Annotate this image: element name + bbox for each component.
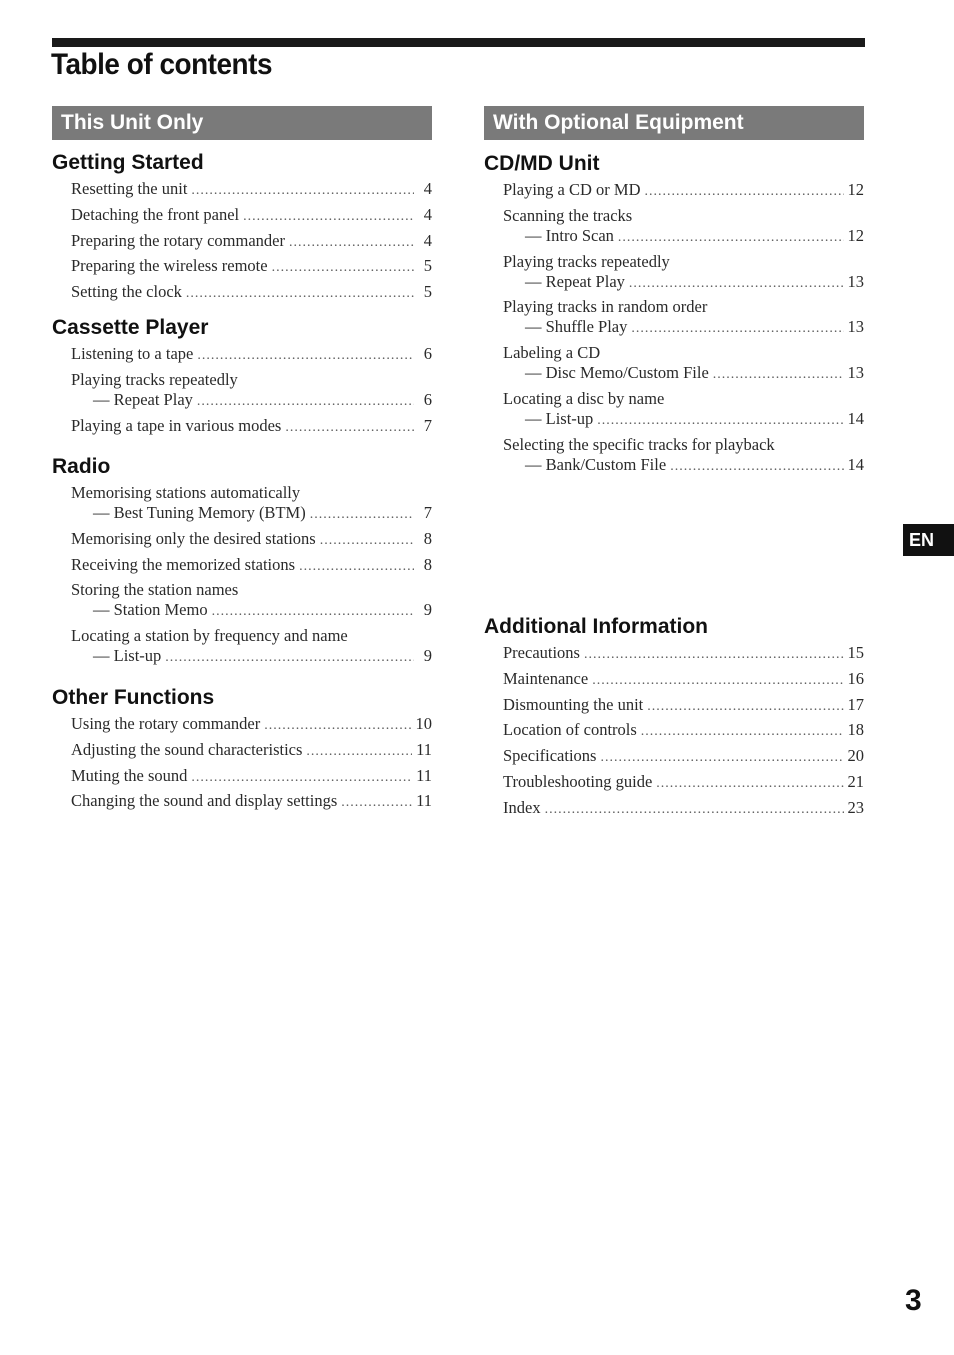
toc-entry[interactable]	[71, 256, 432, 278]
toc-entry[interactable]	[503, 669, 864, 691]
entry-title: Memorising only the desired stations	[71, 528, 316, 548]
dot-leader	[285, 418, 414, 438]
dot-leader	[191, 768, 412, 788]
toc-entry[interactable]	[503, 252, 864, 294]
toc-entry[interactable]	[71, 344, 432, 366]
toc-entry[interactable]	[503, 695, 864, 717]
dot-leader	[641, 722, 844, 742]
entry-title: Changing the sound and display settings	[71, 791, 338, 811]
entry-row	[71, 256, 432, 278]
entry-row	[71, 344, 432, 366]
dot-leader	[165, 648, 414, 668]
entry-title: Resetting the unit	[71, 179, 188, 198]
right-column	[484, 106, 864, 817]
dot-leader	[289, 233, 414, 253]
page-title: Table of contents	[51, 48, 272, 81]
entry-title: Index	[503, 797, 541, 817]
entry-title: — Bank/Custom File	[525, 454, 667, 474]
entry-title: Using the rotary commander	[71, 714, 261, 733]
entry-list	[52, 344, 432, 438]
entry-row	[503, 643, 864, 665]
page-ref: 9	[423, 646, 432, 666]
entry-list	[52, 714, 432, 813]
dot-leader	[186, 284, 414, 304]
toc-entry[interactable]	[71, 370, 432, 412]
entry-title: Adjusting the sound characteristics	[71, 739, 303, 759]
toc-group	[52, 150, 432, 308]
entry-list	[52, 179, 432, 304]
entry-row	[503, 746, 864, 768]
entry-title: Specifications	[503, 746, 597, 766]
page-ref: 23	[847, 797, 864, 817]
toc-entry[interactable]	[71, 282, 432, 304]
entry-title: Listening to a tape	[71, 344, 194, 363]
toc-entry[interactable]	[503, 772, 864, 794]
page-ref: 7	[423, 503, 432, 522]
dot-leader	[306, 742, 412, 762]
page-number: 3	[905, 1284, 922, 1317]
dot-leader	[212, 602, 414, 622]
entry-title: — Best Tuning Memory (BTM)	[93, 503, 306, 522]
entry-title-line: Playing tracks repeatedly	[71, 369, 238, 389]
toc-entry[interactable]	[503, 343, 864, 385]
entry-title-line: Storing the station names	[71, 580, 239, 600]
entry-row	[71, 205, 432, 227]
toc-group	[52, 685, 432, 817]
entry-row	[503, 272, 864, 294]
page-ref: 8	[423, 528, 432, 548]
page-ref: 13	[847, 317, 864, 337]
entry-title: Maintenance	[503, 668, 589, 688]
group-title: Getting Started	[52, 151, 204, 174]
entry-title-line: Locating a disc by name	[503, 388, 665, 408]
entry-row	[71, 714, 432, 736]
page-ref: 5	[423, 256, 432, 276]
entry-title: Playing a CD or MD	[503, 180, 641, 199]
toc-entry[interactable]	[503, 180, 864, 202]
page-ref: 6	[423, 344, 432, 363]
entry-row	[503, 720, 864, 742]
dot-leader	[656, 774, 843, 794]
group-title: Other Functions	[52, 686, 215, 709]
entry-row	[71, 503, 432, 525]
toc-entry[interactable]	[71, 740, 432, 762]
entry-row	[503, 317, 864, 339]
page-ref: 15	[847, 643, 864, 662]
entry-title-line: Locating a station by frequency and name	[71, 626, 348, 646]
page-ref: 14	[847, 454, 864, 474]
group-title: Cassette Player	[52, 316, 209, 339]
entry-row	[71, 766, 432, 788]
page-ref: 18	[847, 720, 864, 740]
page-ref: 11	[416, 765, 432, 785]
page-ref: 4	[423, 230, 432, 250]
entry-title: Setting the clock	[71, 282, 182, 302]
entry-title: — Disc Memo/Custom File	[525, 363, 709, 383]
entry-row	[503, 409, 864, 431]
dot-leader	[299, 557, 414, 577]
page-ref: 16	[847, 668, 864, 688]
toc-entry[interactable]	[71, 205, 432, 227]
page-ref: 11	[416, 739, 432, 759]
page-ref: 9	[423, 600, 432, 620]
entry-title: — Intro Scan	[525, 225, 614, 245]
page-ref: 11	[416, 791, 432, 811]
page-ref: 13	[847, 363, 864, 383]
dot-leader	[545, 800, 844, 820]
toc-entry[interactable]	[503, 798, 864, 820]
entry-row	[71, 179, 432, 201]
page-ref: 12	[847, 225, 864, 245]
toc-entry[interactable]	[71, 714, 432, 736]
dot-leader	[584, 645, 844, 665]
toc-entry[interactable]	[71, 483, 432, 525]
entry-title: Troubleshooting guide	[503, 771, 653, 791]
entry-row	[71, 791, 432, 813]
page-ref: 17	[847, 694, 864, 714]
toc-entry[interactable]	[71, 580, 432, 622]
entry-title-line: Playing tracks repeatedly	[503, 251, 670, 271]
entry-row	[71, 600, 432, 622]
group-title: Radio	[52, 455, 111, 478]
page-ref: 10	[415, 714, 432, 733]
entry-title: Muting the sound	[71, 765, 188, 785]
entry-title: — Shuffle Play	[525, 317, 628, 337]
toc-entry[interactable]	[71, 231, 432, 253]
entry-title-line: Labeling a CD	[503, 343, 601, 363]
toc-group	[484, 614, 864, 824]
entry-title-line: Playing tracks in random order	[503, 297, 708, 317]
dot-leader	[243, 207, 414, 227]
dot-leader	[618, 228, 844, 248]
toc-entry[interactable]	[71, 416, 432, 438]
entry-row	[71, 282, 432, 304]
dot-leader	[310, 505, 414, 525]
toc-entry[interactable]	[71, 179, 432, 201]
page-ref: 5	[423, 282, 432, 302]
entry-row	[71, 646, 432, 668]
dot-leader	[197, 392, 414, 412]
entry-title: — Station Memo	[93, 600, 208, 620]
page-ref: 7	[423, 415, 432, 435]
group-title: CD/MD Unit	[484, 152, 600, 175]
entry-row	[71, 390, 432, 412]
dot-leader	[191, 181, 414, 201]
entry-list	[52, 483, 432, 668]
section-header: With Optional Equipment	[484, 106, 864, 140]
toc-group	[52, 315, 432, 441]
entry-title: Playing a tape in various modes	[71, 415, 282, 435]
toc-entry[interactable]	[503, 643, 864, 665]
entry-row	[503, 772, 864, 794]
entry-title: Receiving the memorized stations	[71, 554, 296, 574]
toc-entry[interactable]	[503, 746, 864, 768]
entry-row	[71, 555, 432, 577]
toc-entry[interactable]	[503, 389, 864, 431]
entry-title-line: Memorising stations automatically	[71, 483, 301, 502]
dot-leader	[713, 365, 844, 385]
entry-title: Preparing the rotary commander	[71, 230, 285, 250]
entry-title: Dismounting the unit	[503, 694, 644, 714]
toc-entry[interactable]	[71, 626, 432, 668]
toc-entry[interactable]	[503, 435, 864, 477]
dot-leader	[320, 531, 414, 551]
toc-entry[interactable]	[503, 720, 864, 742]
page-ref: 21	[847, 771, 864, 791]
toc-entry[interactable]	[503, 206, 864, 248]
toc-entry[interactable]	[71, 555, 432, 577]
section-header: This Unit Only	[52, 106, 432, 140]
language-tab: EN	[903, 524, 954, 556]
entry-title-line: Selecting the specific tracks for playback	[503, 434, 775, 454]
entry-row	[503, 669, 864, 691]
entry-row	[71, 740, 432, 762]
entry-title: — Repeat Play	[525, 271, 625, 291]
entry-title: — List-up	[93, 646, 162, 666]
entry-title: Detaching the front panel	[71, 204, 240, 224]
page-ref: 20	[847, 746, 864, 766]
group-title: Additional Information	[484, 615, 708, 638]
page-ref: 12	[847, 180, 864, 199]
entry-row	[503, 226, 864, 248]
top-rule	[52, 38, 865, 47]
dot-leader	[264, 716, 411, 736]
dot-leader	[592, 671, 843, 691]
dot-leader	[629, 274, 844, 294]
toc-entry[interactable]	[71, 766, 432, 788]
entry-title: — Repeat Play	[93, 389, 193, 409]
toc-entry[interactable]	[71, 791, 432, 813]
page-ref: 14	[847, 408, 864, 428]
entry-title: — List-up	[525, 408, 594, 428]
entry-title: Preparing the wireless remote	[71, 256, 268, 276]
page-ref: 4	[423, 179, 432, 198]
entry-row	[71, 416, 432, 438]
entry-row	[71, 529, 432, 551]
dot-leader	[600, 748, 843, 768]
page-ref: 8	[423, 554, 432, 574]
entry-row	[503, 695, 864, 717]
dot-leader	[647, 697, 843, 717]
page-ref: 4	[423, 204, 432, 224]
entry-row	[71, 231, 432, 253]
toc-group	[52, 454, 432, 672]
left-column	[52, 106, 432, 811]
dot-leader	[341, 793, 412, 813]
entry-row	[503, 363, 864, 385]
dot-leader	[597, 411, 843, 431]
toc-entry[interactable]	[503, 297, 864, 339]
dot-leader	[631, 319, 843, 339]
entry-row	[503, 798, 864, 820]
entry-title-line: Scanning the tracks	[503, 205, 633, 225]
entry-title: Precautions	[503, 643, 580, 662]
page-ref: 13	[847, 271, 864, 291]
entry-list	[484, 180, 864, 477]
entry-row	[503, 180, 864, 202]
dot-leader	[645, 182, 844, 202]
dot-leader	[670, 457, 843, 477]
toc-entry[interactable]	[71, 529, 432, 551]
dot-leader	[272, 258, 414, 278]
entry-list	[484, 643, 864, 820]
dot-leader	[197, 346, 414, 366]
entry-row	[503, 455, 864, 477]
entry-title: Location of controls	[503, 720, 637, 740]
toc-group	[484, 151, 864, 481]
page-ref: 6	[423, 389, 432, 409]
